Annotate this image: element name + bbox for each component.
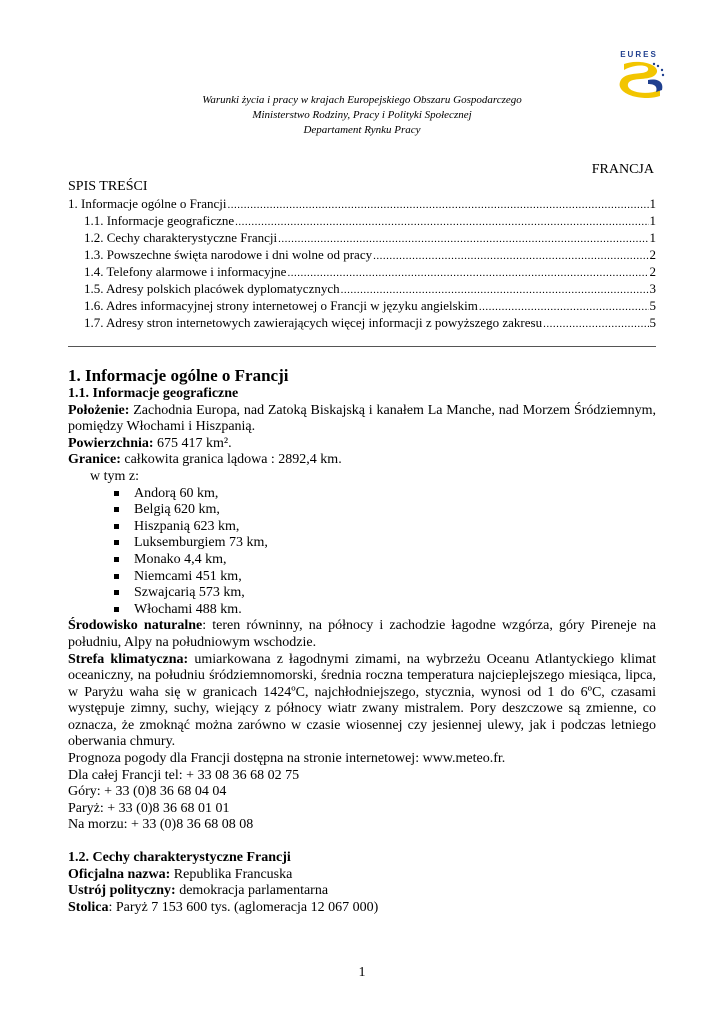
eures-logo xyxy=(612,50,666,96)
political-system-line: Ustrój polityczny: demokracja parlamentarna xyxy=(68,883,329,899)
divider xyxy=(68,346,656,347)
table-of-contents xyxy=(68,196,656,332)
climate-paragraph: Strefa klimatyczna: umiarkowana z łagodnymi zimami, na wybrzeżu Oceanu Atlantyckiego klimat oceaniczny, na południu śródziemnomorski, średnia roczna temperatura najcieplejszego miesiąca, lipca, w Paryżu waha się w granicach 1424ºC, najchłodniejszego, stycznia, wynosi od 1 do 6ºC, czasami występuje zimny, suchy, wiejący z północy wiatr zwany mistralem. Pory deszczowe są zmienne, co oznacza, że zmoknąć można zarówno w czasie wiosennej czy jesiennej ulewy, jak i podczas letniego oberwania chmury. xyxy=(68,651,656,750)
page-number: 1 xyxy=(358,965,366,980)
borders-paragraph: Granice: całkowita granica lądowa : 2892,4 km. xyxy=(68,452,342,468)
subsection-heading: 1.1. Informacje geograficzne xyxy=(68,386,239,401)
logo-text: EURES xyxy=(620,50,658,59)
toc-entry[interactable]: 1.6. Adres informacyjnej strony internetowej o Francji w języku angielskim ..... 5 xyxy=(68,298,656,315)
list-item: Andorą 60 km, xyxy=(114,486,656,503)
list-item: Belgią 620 km, xyxy=(114,502,656,519)
section-heading: 1. Informacje ogólne o Francji xyxy=(68,366,289,385)
toc-entry[interactable]: 1. Informacje ogólne o Francji ..... 1 xyxy=(68,196,656,213)
borders-list xyxy=(68,486,656,619)
borders-subheading: w tym z: xyxy=(90,468,139,484)
list-item: Hiszpanią 623 km, xyxy=(114,519,656,536)
official-name-line: Oficjalna nazwa: Republika Francuska xyxy=(68,866,293,882)
list-item: Luksemburgiem 73 km, xyxy=(114,535,656,552)
toc-entry[interactable]: 1.2. Cechy charakterystyczne Francji ..... 1 xyxy=(68,230,656,247)
header-line-2: Ministerstwo Rodziny, Pracy i Polityki Społecznej xyxy=(252,109,472,121)
forecast-line: Prognoza pogody dla Francji dostępna na stronie internetowej: www.meteo.fr. xyxy=(68,751,506,767)
list-item: Monako 4,4 km, xyxy=(114,552,656,569)
environment-paragraph: Środowisko naturalne: teren równinny, na północy i zachodzie łagodne wzgórza, góry Pireneje na południu, Alpy na południowym wschodzie. xyxy=(68,618,657,650)
area-paragraph: Powierzchnia: 675 417 km². xyxy=(68,435,232,451)
toc-entry[interactable]: 1.1. Informacje geograficzne ..... 1 xyxy=(68,213,656,230)
toc-entry[interactable]: 1.5. Adresy polskich placówek dyplomatycznych ..... 3 xyxy=(68,281,656,298)
toc-entry[interactable]: 1.7. Adresy stron internetowych zawierających więcej informacji z powyższego zakresu ..... 5 xyxy=(68,315,656,332)
toc-entry[interactable]: 1.3. Powszechne święta narodowe i dni wolne od pracy ..... 2 xyxy=(68,247,656,264)
list-item: Włochami 488 km. xyxy=(114,602,656,619)
subsection-heading: 1.2. Cechy charakterystyczne Francji xyxy=(68,850,291,866)
capital-line: Stolica: Paryż 7 153 600 tys. (aglomeracja 12 067 000) xyxy=(68,899,379,915)
phone-line: Na morzu: + 33 (0)8 36 68 08 08 xyxy=(68,817,254,833)
list-item: Niemcami 451 km, xyxy=(114,569,656,586)
list-item: Szwajcarią 573 km, xyxy=(114,585,656,602)
phone-line: Góry: + 33 (0)8 36 68 04 04 xyxy=(68,784,227,800)
document-body xyxy=(68,366,656,916)
header-line-1: Warunki życia i pracy w krajach Europejskiego Obszaru Gospodarczego xyxy=(202,94,522,106)
location-paragraph: Położenie: Zachodnia Europa, nad Zatoką Biskajską i kanałem La Manche, nad Morzem Śródziemnym, pomiędzy Włochami i Hiszpanią. xyxy=(68,402,656,435)
toc-entry[interactable]: 1.4. Telefony alarmowe i informacyjne ..... 2 xyxy=(68,264,656,281)
country-title: FRANCJA xyxy=(591,162,654,177)
phone-line: Dla całej Francji tel: + 33 08 36 68 02 75 xyxy=(68,767,300,783)
phone-line: Paryż: + 33 (0)8 36 68 01 01 xyxy=(68,800,230,816)
header-line-3: Departament Rynku Pracy xyxy=(303,124,421,136)
toc-title: SPIS TREŚCI xyxy=(68,179,148,194)
